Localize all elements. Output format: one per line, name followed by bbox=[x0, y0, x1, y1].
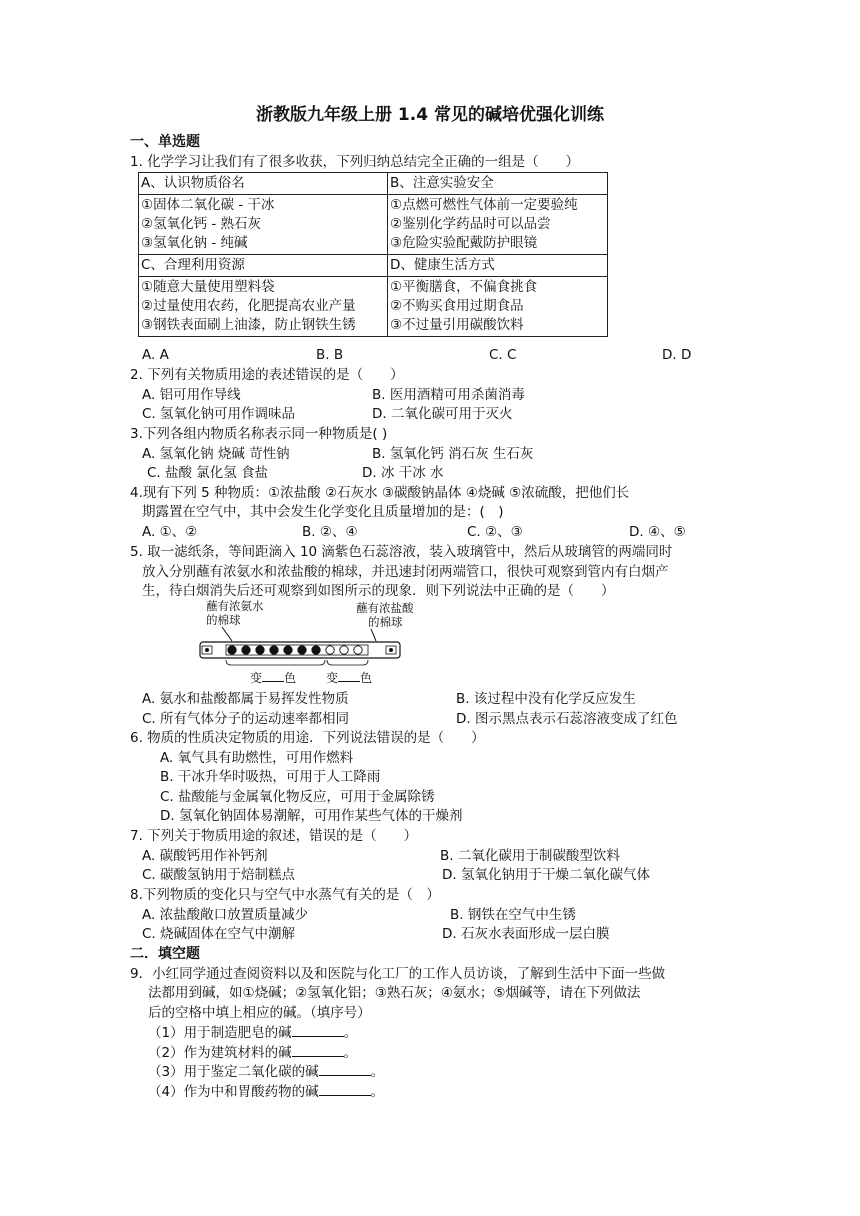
question-2-stem: 2. 下列有关物质用途的表述错误的是（ ） bbox=[130, 367, 404, 383]
q8-option-c[interactable]: C. 烧碱固体在空气中潮解 bbox=[142, 926, 296, 942]
q3-option-d[interactable]: D. 冰 干冰 水 bbox=[362, 465, 444, 481]
label-hcl-cotton-2: 的棉球 bbox=[368, 615, 403, 629]
cell-d-line: ①平衡膳食，不偏食挑食 bbox=[390, 279, 538, 295]
change-label: 变 bbox=[326, 671, 339, 685]
answer-blank[interactable] bbox=[319, 1063, 371, 1076]
litmus-dot-black bbox=[270, 646, 278, 654]
q6-option-b[interactable]: B. 干冰升华时吸热，可用于人工降雨 bbox=[160, 769, 381, 785]
cell-c-body bbox=[139, 277, 388, 337]
item-text: （2）作为建筑材料的碱 bbox=[148, 1045, 292, 1061]
q8-option-d[interactable]: D. 石灰水表面形成一层白膜 bbox=[442, 926, 610, 942]
cell-b-body bbox=[388, 195, 608, 255]
q1-option-b[interactable]: B. B bbox=[316, 347, 344, 363]
question-5-stem-line2: 放入分别蘸有浓氨水和浓盐酸的棉球，并迅速封闭两端管口，很快可观察到管内有白烟产 bbox=[142, 564, 669, 580]
q2-option-b[interactable]: B. 医用酒精可用杀菌消毒 bbox=[372, 387, 525, 403]
pointer-left-line bbox=[222, 627, 232, 641]
cell-b-head: B、注意实验安全 bbox=[388, 173, 608, 195]
cell-d-line: ③不过量引用碳酸饮料 bbox=[390, 317, 524, 333]
q9-item-1 bbox=[148, 1024, 357, 1042]
q2-option-a[interactable]: A. 铝可用作导线 bbox=[142, 387, 241, 403]
q5-option-b[interactable]: B. 该过程中没有化学反应发生 bbox=[456, 691, 636, 707]
q6-option-c[interactable]: C. 盐酸能与金属氧化物反应，可用于金属除锈 bbox=[160, 789, 435, 805]
pointer-right-line bbox=[371, 629, 376, 641]
cell-a-line: ②氢氧化钙 - 熟石灰 bbox=[141, 216, 262, 232]
item-end: 。 bbox=[370, 1064, 385, 1080]
question-1-stem: 1. 化学学习让我们有了很多收获，下列归纳总结完全正确的一组是（ ） bbox=[130, 154, 580, 170]
q9-item-4 bbox=[148, 1083, 384, 1101]
answer-blank[interactable] bbox=[319, 1083, 371, 1096]
cell-c-head: C、合理利用资源 bbox=[139, 255, 388, 277]
cell-b-line: ③危险实验配戴防护眼镜 bbox=[390, 235, 538, 251]
litmus-dot-black bbox=[256, 646, 264, 654]
litmus-dot-black bbox=[298, 646, 306, 654]
cotton-ball-right-core bbox=[389, 648, 393, 652]
q5-option-c[interactable]: C. 所有气体分子的运动速率都相同 bbox=[142, 711, 350, 727]
q4-option-d[interactable]: D. ④、⑤ bbox=[629, 524, 686, 540]
q8-option-a[interactable]: A. 浓盐酸敞口放置质量减少 bbox=[142, 907, 309, 923]
cell-c-line: ①随意大量使用塑料袋 bbox=[141, 279, 275, 295]
litmus-dot-white bbox=[326, 646, 334, 654]
cotton-ball-left-core bbox=[205, 648, 209, 652]
q1-option-c[interactable]: C. C bbox=[489, 347, 517, 363]
q4-option-a[interactable]: A. ①、② bbox=[142, 524, 198, 540]
q1-option-a[interactable]: A. A bbox=[142, 347, 169, 363]
cell-d-head: D、健康生活方式 bbox=[388, 255, 608, 277]
blank-line bbox=[262, 671, 284, 682]
q2-option-d[interactable]: D. 二氧化碳可用于灭火 bbox=[372, 406, 513, 422]
question-8-stem: 8.下列物质的变化只与空气中水蒸气有关的是（ ） bbox=[130, 887, 440, 903]
section-heading-fill-blank: 二．填空题 bbox=[130, 946, 200, 962]
label-ammonia-cotton-1: 蘸有浓氨水 bbox=[206, 599, 264, 613]
item-text: （3）用于鉴定二氧化碳的碱 bbox=[148, 1064, 319, 1080]
cell-b-line: ②鉴别化学药品时可以品尝 bbox=[390, 216, 551, 232]
question-9-stem-line1: 9．小红同学通过查阅资料以及和医院与化工厂的工作人员访谈，了解到生活中下面一些做 bbox=[130, 966, 666, 982]
cell-d-body bbox=[388, 277, 608, 337]
q6-option-d[interactable]: D. 氢氧化钠固体易潮解，可用作某些气体的干燥剂 bbox=[160, 808, 463, 824]
item-end: 。 bbox=[343, 1025, 358, 1041]
q3-option-a[interactable]: A. 氢氧化钠 烧碱 苛性钠 bbox=[142, 446, 290, 462]
cell-a-body bbox=[139, 195, 388, 255]
item-text: （1）用于制造肥皂的碱 bbox=[148, 1025, 292, 1041]
question-9-stem-line3: 后的空格中填上相应的碱。（填序号） bbox=[148, 1005, 371, 1021]
q4-option-c[interactable]: C. ②、③ bbox=[467, 524, 523, 540]
section-heading-single-choice: 一、单选题 bbox=[130, 134, 200, 150]
litmus-dot-white bbox=[354, 646, 362, 654]
q7-option-c[interactable]: C. 碳酸氢钠用于焙制糕点 bbox=[142, 867, 296, 883]
glass-tube-diagram bbox=[196, 597, 406, 687]
litmus-dot-black bbox=[228, 646, 236, 654]
cell-b-line: ①点燃可燃性气体前一定要验纯 bbox=[390, 197, 578, 213]
q1-option-d[interactable]: D. D bbox=[662, 347, 692, 363]
color-change-right bbox=[326, 671, 372, 685]
litmus-dot-black bbox=[312, 646, 320, 654]
q5-option-d[interactable]: D. 图示黑点表示石蕊溶液变成了红色 bbox=[456, 711, 678, 727]
question-3-stem: 3.下列各组内物质名称表示同一种物质是( ) bbox=[130, 426, 388, 442]
cell-d-line: ②不购买食用过期食品 bbox=[390, 298, 524, 314]
label-ammonia-cotton-2: 的棉球 bbox=[206, 613, 241, 627]
question-7-stem: 7. 下列关于物质用途的叙述，错误的是（ ） bbox=[130, 828, 418, 844]
litmus-dot-white bbox=[340, 646, 348, 654]
question-6-stem: 6. 物质的性质决定物质的用途．下列说法错误的是（ ） bbox=[130, 730, 485, 746]
q7-option-b[interactable]: B. 二氧化碳用于制碳酸型饮料 bbox=[440, 848, 620, 864]
q8-option-b[interactable]: B. 钢铁在空气中生锈 bbox=[450, 907, 576, 923]
cell-a-line: ①固体二氧化碳 - 干冰 bbox=[141, 197, 275, 213]
q3-option-c[interactable]: C. 盐酸 氯化氢 食盐 bbox=[147, 465, 269, 481]
color-label: 色 bbox=[284, 671, 297, 685]
question-4-stem-line2: 期露置在空气中，其中会发生化学变化且质量增加的是：( ) bbox=[142, 504, 504, 520]
answer-blank[interactable] bbox=[292, 1024, 344, 1037]
q5-glass-tube-figure bbox=[196, 597, 414, 687]
q9-item-3 bbox=[148, 1063, 384, 1081]
q7-option-d[interactable]: D. 氢氧化钠用于干燥二氧化碳气体 bbox=[442, 867, 650, 883]
answer-blank[interactable] bbox=[292, 1044, 344, 1057]
question-1-table bbox=[138, 172, 608, 337]
litmus-dot-black bbox=[284, 646, 292, 654]
question-4-stem-line1: 4.现有下列 5 种物质：①浓盐酸 ②石灰水 ③碳酸钠晶体 ④烧碱 ⑤浓硫酸，把他们长 bbox=[130, 485, 630, 501]
question-9-stem-line2: 法都用到碱，如①烧碱；②氢氧化铝；③熟石灰；④氨水；⑤烟碱等，请在下列做法 bbox=[148, 985, 641, 1001]
q4-option-b[interactable]: B. ②、④ bbox=[302, 524, 358, 540]
change-label: 变 bbox=[250, 671, 263, 685]
item-end: 。 bbox=[370, 1084, 385, 1100]
page-title: 浙教版九年级上册 1.4 常见的碱培优强化训练 bbox=[256, 105, 604, 125]
blank-line bbox=[338, 671, 360, 682]
brace-white-dots bbox=[327, 660, 368, 665]
color-label: 色 bbox=[360, 671, 373, 685]
q3-option-b[interactable]: B. 氢氧化钙 消石灰 生石灰 bbox=[372, 446, 534, 462]
cell-a-head: A、认识物质俗名 bbox=[139, 173, 388, 195]
label-hcl-cotton-1: 蘸有浓盐酸 bbox=[356, 601, 414, 615]
q9-item-2 bbox=[148, 1044, 357, 1062]
color-change-left bbox=[250, 671, 296, 685]
cell-c-line: ③钢铁表面刷上油漆，防止钢铁生锈 bbox=[141, 317, 356, 333]
question-5-stem-line3: 生，待白烟消失后还可观察到如图所示的现象．则下列说法中正确的是（ ） bbox=[142, 583, 615, 599]
question-5-stem-line1: 5. 取一滤纸条，等间距滴入 10 滴紫色石蕊溶液，装入玻璃管中，然后从玻璃管的两端同时 bbox=[130, 544, 673, 560]
item-end: 。 bbox=[343, 1045, 358, 1061]
item-text: （4）作为中和胃酸药物的碱 bbox=[148, 1084, 319, 1100]
q7-option-a[interactable]: A. 碳酸钙用作补钙剂 bbox=[142, 848, 268, 864]
cell-c-line: ②过量使用农药，化肥提高农业产量 bbox=[141, 298, 356, 314]
q6-option-a[interactable]: A. 氧气具有助燃性，可用作燃料 bbox=[160, 750, 354, 766]
cell-a-line: ③氢氧化钠 - 纯碱 bbox=[141, 235, 248, 251]
q2-option-c[interactable]: C. 氢氧化钠可用作调味品 bbox=[142, 406, 296, 422]
q5-option-a[interactable]: A. 氨水和盐酸都属于易挥发性物质 bbox=[142, 691, 349, 707]
litmus-dot-black bbox=[242, 646, 250, 654]
brace-black-dots bbox=[226, 660, 325, 665]
